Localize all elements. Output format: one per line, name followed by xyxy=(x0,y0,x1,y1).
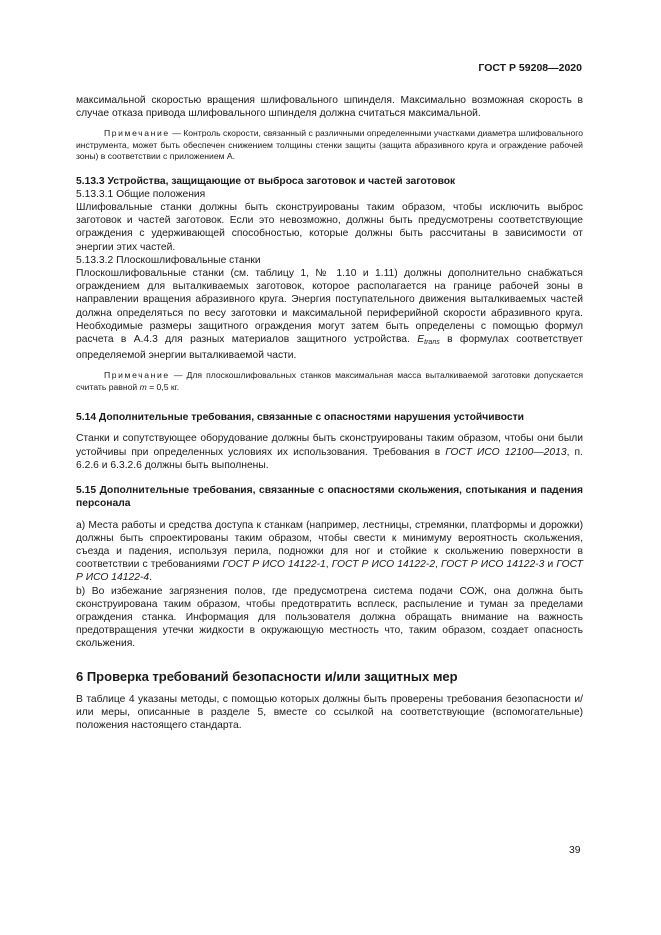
section-5-13-3-2-text xyxy=(76,267,583,362)
note2-text-b: = 0,5 кг. xyxy=(149,381,180,392)
note2-text-a: — Для плоскошлифовальных станков максимальная масса выталкиваемой заготовки допускается считать равной xyxy=(76,370,583,392)
s515-ref3: ГОСТ Р ИСО 14122-3 xyxy=(441,559,545,571)
s51332-text-a: Плоскошлифовальные станки (см. таблицу 1, № 1.10 и 1.11) должны дополнительно снабжаться ограждением для выталкиваемых заготовок, которое располагается на границе рабочей зоны в направлении вращения абразивного круга. Энергия поступательного движения выталкиваемых частей должна определяться по весу заготовки и максимальной периферийной скорости абразивного круга. Необходимые размеры защитного ограждения могут затем быть определены с помощью формул расчета в А.4.3 для разных материалов защитного устройства. xyxy=(76,268,583,346)
section-5-15-title: 5.15 Дополнительные требования, связанные с опасностями скольжения, спотыкания и падения персонала xyxy=(76,485,583,510)
s51332-text-b: в формулах соответствует определяемой энергии выталкиваемой части. xyxy=(76,334,584,362)
standard-header: ГОСТ Р 59208—2020 xyxy=(478,62,582,74)
section-5-14-title: 5.14 Дополнительные требования, связанные с опасностями нарушения устойчивости xyxy=(76,412,525,424)
section-5-15-item-a: a) Места работы и средства доступа к станкам (например, лестницы, стремянки, платформы и дорожки) должны быть спроектированы таким образом, чтобы свести к минимуму вероятность скольжения, съезда и падения, используя перила, подножки для ног и стойкие к скольжению поверхности в соответствии с требованиями ГОСТ Р ИСО 14122-1, ГОСТ Р ИСО 14122-2, ГОСТ Р ИСО 14122-3 и ГОСТ Р ИСО 14122-4. xyxy=(76,519,583,584)
note-text: — Контроль скорости, связанный с различными определенными участками диаметра шлифовального инструмента, может быть обеспечен снижением толщины стенки защиты (защита абразивного круга и ограждение рабочей зоны) в соответствии с приложением А. xyxy=(76,128,583,162)
note-label: Примечание xyxy=(104,370,170,381)
note-speed-control xyxy=(76,128,583,162)
section-6-text: В таблице 4 указаны методы, с помощью которых должны быть проверены требования безопасности и/или меры, описанные в разделе 5, вместе со ссылкой на соответствующие (вспомогательные) положения настоящего стандарта. xyxy=(76,693,583,731)
s515-ref2: ГОСТ Р ИСО 14122-2 xyxy=(331,559,436,571)
section-6-title: 6 Проверка требований безопасности и/или защитных мер xyxy=(76,668,458,684)
mass-symbol: m xyxy=(139,381,147,392)
s514-text-b: , п. 6.2.6 и 6.3.2.6 должны быть выполнены. xyxy=(76,446,583,471)
s515-ref1: ГОСТ Р ИСО 14122-1 xyxy=(222,559,326,571)
section-5-13-3-1-title: 5.13.3.1 Общие положения xyxy=(76,188,206,200)
s514-text-a: Станки и сопутствующее оборудование должны быть сконструированы таким образом, чтобы они были устойчивы при определенных условиях их использования. Требования в xyxy=(76,433,583,458)
energy-subscript: trans xyxy=(424,339,440,347)
section-5-13-3-2-title: 5.13.3.2 Плоскошлифовальные станки xyxy=(76,254,261,266)
section-5-15-item-b: b) Во избежание загрязнения полов, где предусмотрена система подачи СОЖ, она должна быть сконструирована таким образом, чтобы предотвратить всплеск, распыление и туман за пределами ограждения станка. Информация для пользователя должна обращать внимание на важность предотвращения утечки жидкости в окружающую местность что, таким образом, создает опасность скольжения. xyxy=(76,585,583,650)
section-5-13-3-1-text: Шлифовальные станки должны быть сконструированы таким образом, чтобы исключить выброс заготовок и частей заготовок. Если это невозможно, должны быть предусмотрены соответствующие ограждения с удерживающей способностью, которые должны быть рассчитаны в зависимости от энергии этих частей. xyxy=(76,202,583,253)
intro-paragraph: максимальной скоростью вращения шлифовального шпинделя. Максимально возможная скорость в случае отказа привода шлифовального шпинделя должна считаться максимальной. xyxy=(76,95,583,120)
s514-ref: ГОСТ ИСО 12100—2013 xyxy=(445,446,567,458)
note-max-mass xyxy=(76,370,583,393)
note-label: Примечание xyxy=(104,128,170,139)
energy-symbol: E xyxy=(417,334,425,346)
page-number: 39 xyxy=(569,845,581,856)
section-5-13-3-title: 5.13.3 Устройства, защищающие от выброса заготовок и частей заготовок xyxy=(76,175,456,187)
page-content xyxy=(76,94,583,732)
s515-and: и xyxy=(547,559,554,571)
s515-a-text: a) Места работы и средства доступа к станкам (например, лестницы, стремянки, платформы и дорожки) должны быть спроектированы таким образом, чтобы свести к минимуму вероятность скольжения, съезда и падения, используя перила, подножки для ног и стойкие к скольжению поверхности в соответствии с требованиями xyxy=(76,519,583,571)
section-5-14-text xyxy=(76,432,583,472)
s515-ref4: ГОСТ Р ИСО 14122-4 xyxy=(76,559,583,584)
